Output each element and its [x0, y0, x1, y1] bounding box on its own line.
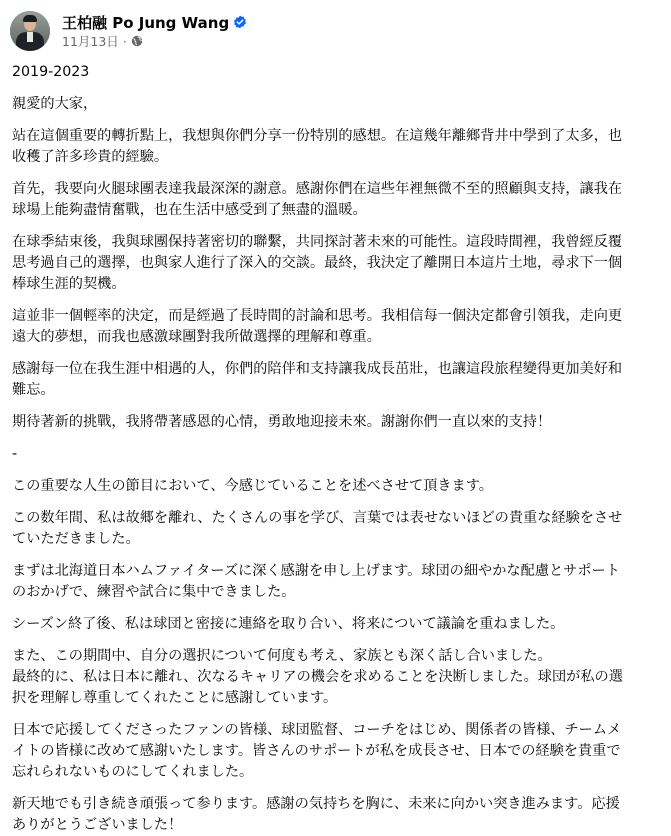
verified-badge-icon: [233, 15, 247, 29]
post-timestamp[interactable]: 11月13日: [62, 34, 119, 49]
author-meta: [62, 12, 247, 50]
zh-greeting: 親愛的大家，: [12, 96, 98, 112]
zh-paragraph-6: 期待著新的挑戰，我將帶著感恩的心情，勇敢地迎接未來。謝謝你們一直以來的支持！: [12, 414, 552, 430]
ja-paragraph-7: 新天地でも引き続き頑張って参ります。感謝の気持ちを胸に、未来に向かい突き進みます。応援 ありがとうございました！: [12, 796, 620, 833]
zh-paragraph-3: 在球季結束後，我與球團保持著密切的聯繫，共同探討著未來的可能性。這段時間裡，我曾經反覆 思考過自己的選擇，也與家人進行了深入的交談。最終，我決定了離開日本這片土地，尋求下一個 棒球生涯的契機。: [12, 234, 623, 292]
ja-paragraph-1: この重要な人生の節目において、今感じていることを述べさせて頂きます。: [12, 478, 493, 494]
post-header: [10, 10, 247, 52]
meta-separator: ·: [122, 33, 127, 49]
ja-paragraph-4: シーズン終了後、私は球団と密接に連絡を取り合い、将来について議論を重ねました。: [12, 616, 565, 632]
zh-paragraph-4: 這並非一個輕率的決定，而是經過了長時間的討論和思考。我相信每一個決定都會引領我，走向更 遠大的夢想，而我也感激球團對我所做選擇的理解和尊重。: [12, 308, 623, 345]
post-body: [12, 62, 662, 836]
zh-paragraph-5: 感謝每一位在我生涯中相遇的人，你們的陪伴和支持讓我成長茁壯，也讓這段旅程變得更加美好和 難忘。: [12, 361, 623, 398]
ja-paragraph-3: まずは北海道日本ハムファイターズに深く感謝を申し上げます。球団の細やかな配慮とサポート のおかげで、練習や試合に集中できました。: [12, 563, 620, 600]
globe-icon[interactable]: [131, 35, 143, 47]
author-avatar[interactable]: [10, 11, 50, 51]
zh-paragraph-1: 站在這個重要的轉折點上，我想與你們分享一份特別的感想。在這幾年離鄉背井中學到了太多，也 收穫了許多珍貴的經驗。: [12, 128, 623, 165]
ja-paragraph-2: この数年間、私は故郷を離れ、たくさんの事を学び、言葉では表せないほどの貴重な経験をさせ ていただきました。: [12, 510, 623, 547]
language-divider: -: [12, 446, 18, 462]
post-year-range: 2019-2023: [12, 64, 90, 80]
ja-paragraph-6: 日本で応援してくださったファンの皆様、球団監督、コーチをはじめ、関係者の皆様、チームメ イトの皆様に改めて感謝いたします。皆さんのサポートが私を成長させ、日本での経験を貴重で 忘れられないものにしてくれました。: [12, 722, 622, 780]
ja-paragraph-5: また、この期間中、自分の選択について何度も考え、家族とも深く話し合いました。 最終的に、私は日本に離れ、次なるキャリアの機会を求めることを決断しました。球団が私の選 択を理解し尊重してくれたことに感謝しています。: [12, 648, 623, 706]
author-name[interactable]: 王柏融 Po Jung Wang: [62, 13, 230, 32]
zh-paragraph-2: 首先，我要向火腿球團表達我最深深的謝意。感謝你們在這些年裡無微不至的照顧與支持，讓我在 球場上能夠盡情奮戰，也在生活中感受到了無盡的溫暖。: [12, 181, 623, 218]
